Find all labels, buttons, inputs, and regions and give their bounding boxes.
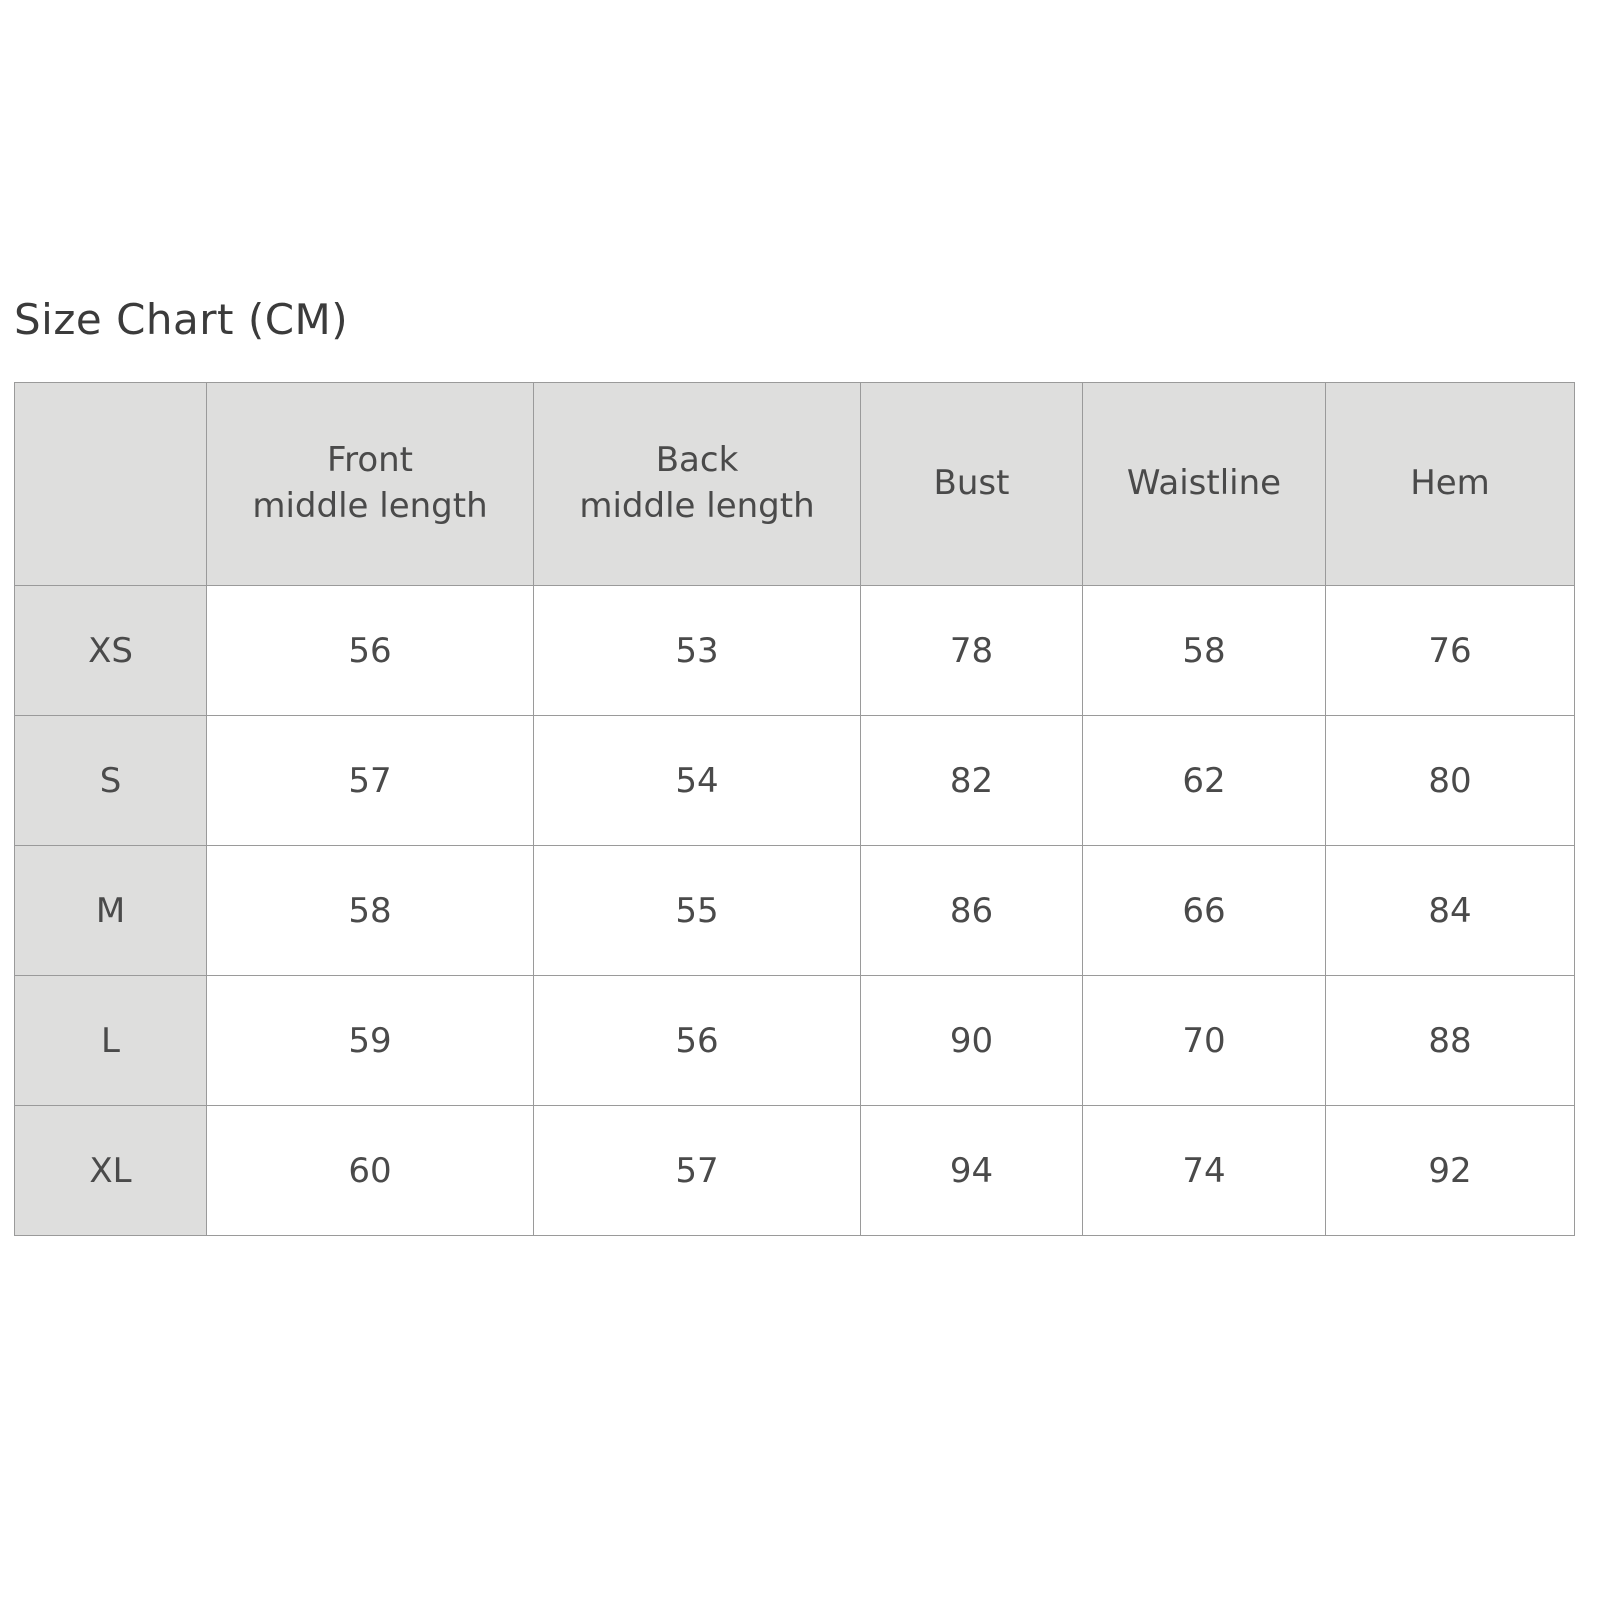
- cell-hem: 84: [1326, 846, 1575, 976]
- header-cell-bust: [861, 383, 1083, 586]
- cell-bust: 94: [861, 1106, 1083, 1236]
- header-cell-waistline: [1083, 383, 1326, 586]
- cell-front-middle-length: 58: [207, 846, 534, 976]
- cell-waistline: 70: [1083, 976, 1326, 1106]
- cell-bust: 90: [861, 976, 1083, 1106]
- header-row: [15, 383, 1575, 586]
- header-cell-back-middle-length: [534, 383, 861, 586]
- cell-front-middle-length: 59: [207, 976, 534, 1106]
- cell-back-middle-length: 57: [534, 1106, 861, 1236]
- cell-waistline: 58: [1083, 586, 1326, 716]
- cell-bust: 86: [861, 846, 1083, 976]
- row-header-size: L: [15, 976, 207, 1106]
- row-header-size: XL: [15, 1106, 207, 1236]
- cell-hem: 88: [1326, 976, 1575, 1106]
- size-chart-table: [14, 382, 1575, 1236]
- table-header: [15, 383, 1575, 586]
- cell-bust: 78: [861, 586, 1083, 716]
- table-row: [15, 716, 1575, 846]
- header-label: Bust: [933, 463, 1010, 504]
- page-title: Size Chart (CM): [14, 295, 349, 344]
- table-row: [15, 846, 1575, 976]
- cell-back-middle-length: 56: [534, 976, 861, 1106]
- cell-front-middle-length: 57: [207, 716, 534, 846]
- header-label: Hem: [1410, 463, 1490, 504]
- cell-back-middle-length: 55: [534, 846, 861, 976]
- header-cell-front-middle-length: [207, 383, 534, 586]
- table-body: [15, 586, 1575, 1236]
- header-label-line1: Back: [655, 440, 739, 481]
- cell-hem: 76: [1326, 586, 1575, 716]
- cell-back-middle-length: 53: [534, 586, 861, 716]
- header-label-line2: middle length: [252, 486, 488, 526]
- header-label: Waistline: [1126, 463, 1282, 504]
- cell-waistline: 66: [1083, 846, 1326, 976]
- cell-front-middle-length: 56: [207, 586, 534, 716]
- table-row: [15, 586, 1575, 716]
- cell-back-middle-length: 54: [534, 716, 861, 846]
- cell-front-middle-length: 60: [207, 1106, 534, 1236]
- cell-waistline: 74: [1083, 1106, 1326, 1236]
- cell-waistline: 62: [1083, 716, 1326, 846]
- row-header-size: M: [15, 846, 207, 976]
- table-row: [15, 976, 1575, 1106]
- table-row: [15, 1106, 1575, 1236]
- cell-hem: 92: [1326, 1106, 1575, 1236]
- cell-bust: 82: [861, 716, 1083, 846]
- row-header-size: S: [15, 716, 207, 846]
- header-label-line2: middle length: [579, 486, 815, 526]
- row-header-size: XS: [15, 586, 207, 716]
- header-cell-size: [15, 383, 207, 586]
- cell-hem: 80: [1326, 716, 1575, 846]
- header-label-line1: Front: [327, 440, 413, 481]
- header-cell-hem: [1326, 383, 1575, 586]
